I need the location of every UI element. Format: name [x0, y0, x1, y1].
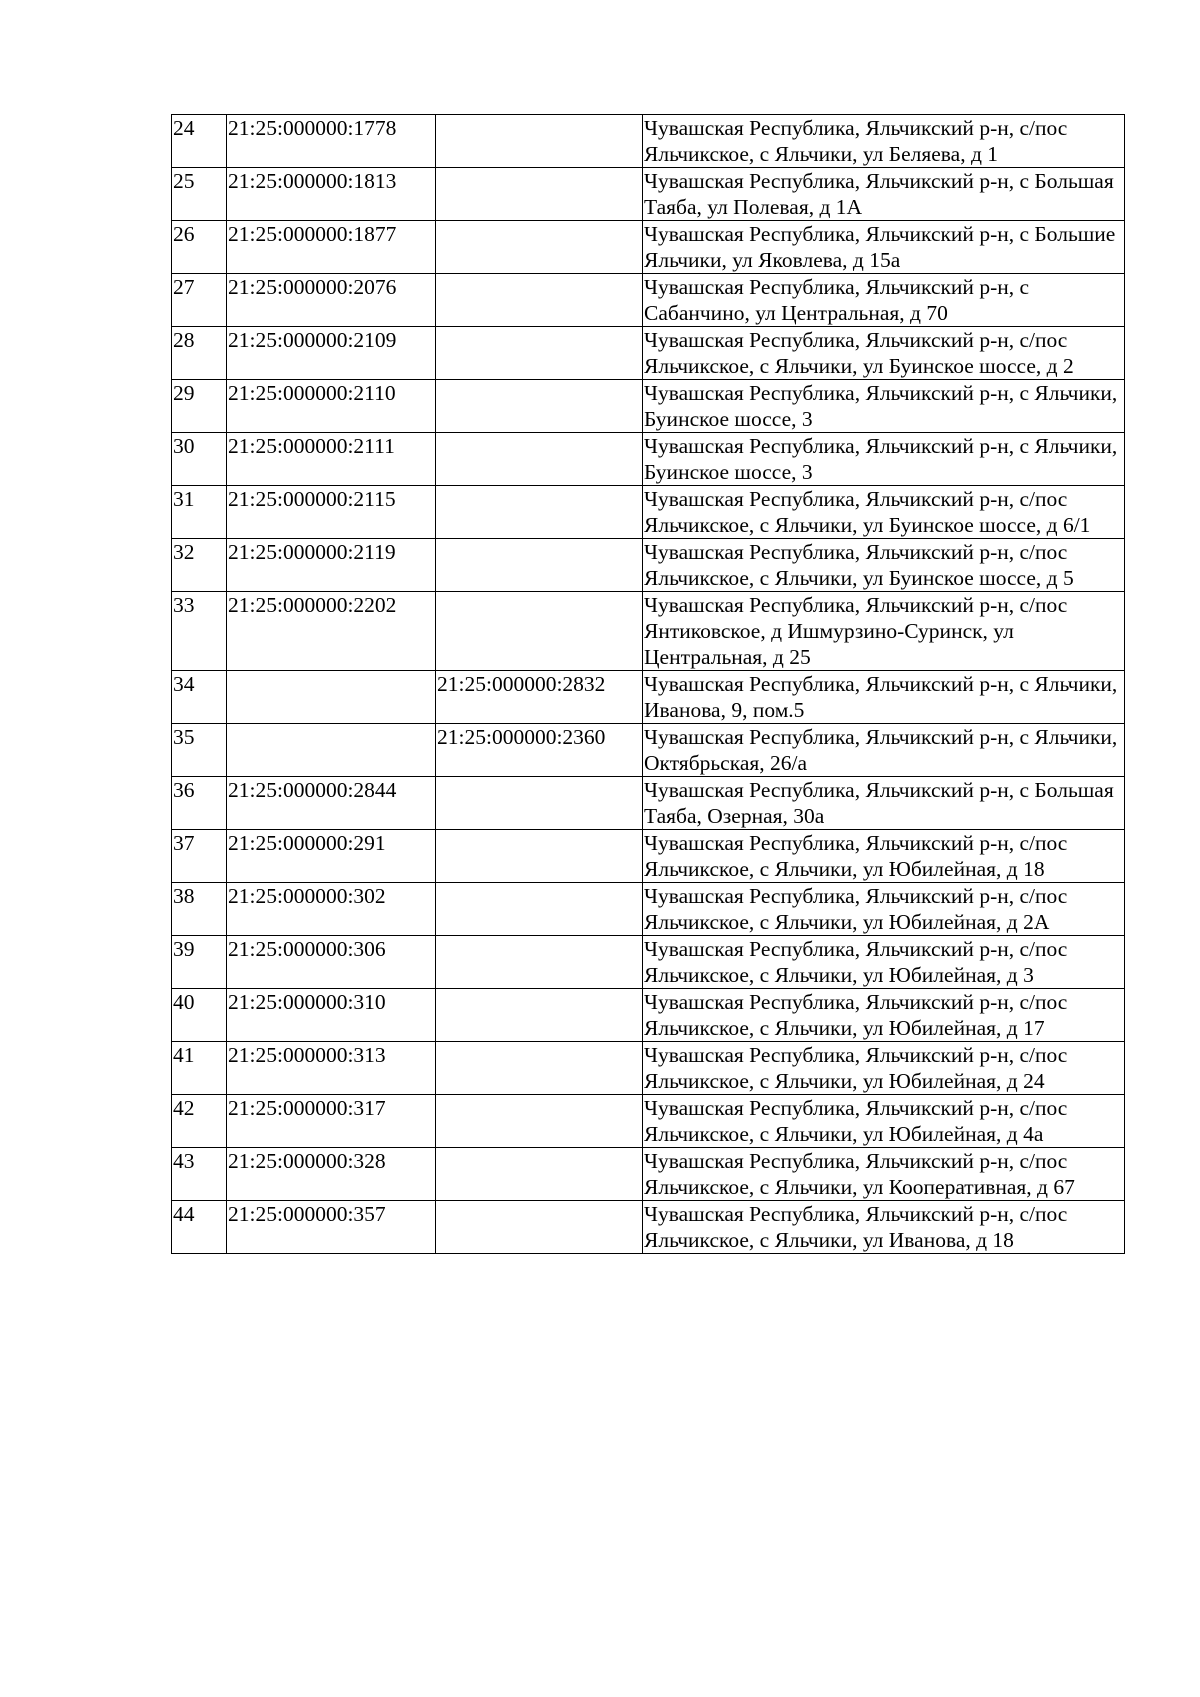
table-row — [172, 830, 1125, 883]
table-row — [172, 1201, 1125, 1254]
row-number-cell: 35 — [172, 724, 227, 777]
table-body — [172, 115, 1125, 1254]
address-cell: Чувашская Республика, Яльчикский р-н, с/пос Яльчикское, с Яльчики, ул Юбилейная, д 4а — [643, 1095, 1125, 1148]
address-cell: Чувашская Республика, Яльчикский р-н, с/пос Янтиковское, д Ишмурзино-Суринск, ул Центральная, д 25 — [643, 592, 1125, 671]
table-row — [172, 724, 1125, 777]
address-cell: Чувашская Республика, Яльчикский р-н, с Сабанчино, ул Центральная, д 70 — [643, 274, 1125, 327]
table-row — [172, 115, 1125, 168]
row-number-cell: 26 — [172, 221, 227, 274]
building-cadastral-number-cell — [436, 274, 643, 327]
row-number-cell: 28 — [172, 327, 227, 380]
cadastral-number-cell: 21:25:000000:357 — [227, 1201, 436, 1254]
table-row — [172, 1042, 1125, 1095]
row-number-cell: 42 — [172, 1095, 227, 1148]
row-number-cell: 43 — [172, 1148, 227, 1201]
address-cell: Чувашская Республика, Яльчикский р-н, с/пос Яльчикское, с Яльчики, ул Юбилейная, д 3 — [643, 936, 1125, 989]
row-number-cell: 40 — [172, 989, 227, 1042]
table-row — [172, 936, 1125, 989]
address-cell: Чувашская Республика, Яльчикский р-н, с/пос Яльчикское, с Яльчики, ул Буинское шоссе, д 5 — [643, 539, 1125, 592]
row-number-cell: 25 — [172, 168, 227, 221]
cadastral-number-cell: 21:25:000000:291 — [227, 830, 436, 883]
cadastral-number-cell: 21:25:000000:2115 — [227, 486, 436, 539]
table-row — [172, 433, 1125, 486]
row-number-cell: 31 — [172, 486, 227, 539]
building-cadastral-number-cell — [436, 221, 643, 274]
table-row — [172, 221, 1125, 274]
address-cell: Чувашская Республика, Яльчикский р-н, с/пос Яльчикское, с Яльчики, ул Юбилейная, д 24 — [643, 1042, 1125, 1095]
row-number-cell: 32 — [172, 539, 227, 592]
address-cell: Чувашская Республика, Яльчикский р-н, с/пос Яльчикское, с Яльчики, ул Иванова, д 18 — [643, 1201, 1125, 1254]
table-row — [172, 486, 1125, 539]
row-number-cell: 29 — [172, 380, 227, 433]
row-number-cell: 24 — [172, 115, 227, 168]
row-number-cell: 39 — [172, 936, 227, 989]
address-cell: Чувашская Республика, Яльчикский р-н, с/пос Яльчикское, с Яльчики, ул Юбилейная, д 18 — [643, 830, 1125, 883]
address-cell: Чувашская Республика, Яльчикский р-н, с Большая Таяба, Озерная, 30а — [643, 777, 1125, 830]
cadastral-number-cell: 21:25:000000:310 — [227, 989, 436, 1042]
row-number-cell: 27 — [172, 274, 227, 327]
cadastral-number-cell: 21:25:000000:2119 — [227, 539, 436, 592]
table-row — [172, 168, 1125, 221]
cadastral-number-cell: 21:25:000000:2109 — [227, 327, 436, 380]
cadastral-number-cell: 21:25:000000:2110 — [227, 380, 436, 433]
table-row — [172, 592, 1125, 671]
cadastral-number-cell: 21:25:000000:313 — [227, 1042, 436, 1095]
table-row — [172, 989, 1125, 1042]
building-cadastral-number-cell — [436, 777, 643, 830]
row-number-cell: 44 — [172, 1201, 227, 1254]
row-number-cell: 34 — [172, 671, 227, 724]
address-cell: Чувашская Республика, Яльчикский р-н, с Яльчики, Октябрьская, 26/а — [643, 724, 1125, 777]
building-cadastral-number-cell — [436, 168, 643, 221]
address-cell: Чувашская Республика, Яльчикский р-н, с Большая Таяба, ул Полевая, д 1А — [643, 168, 1125, 221]
address-cell: Чувашская Республика, Яльчикский р-н, с/пос Яльчикское, с Яльчики, ул Буинское шоссе, д 2 — [643, 327, 1125, 380]
address-cell: Чувашская Республика, Яльчикский р-н, с/пос Яльчикское, с Яльчики, ул Юбилейная, д 17 — [643, 989, 1125, 1042]
row-number-cell: 37 — [172, 830, 227, 883]
building-cadastral-number-cell — [436, 1095, 643, 1148]
address-cell: Чувашская Республика, Яльчикский р-н, с/пос Яльчикское, с Яльчики, ул Кооперативная, д 67 — [643, 1148, 1125, 1201]
property-table — [171, 114, 1125, 1254]
row-number-cell: 33 — [172, 592, 227, 671]
address-cell: Чувашская Республика, Яльчикский р-н, с Яльчики, Буинское шоссе, 3 — [643, 433, 1125, 486]
building-cadastral-number-cell — [436, 830, 643, 883]
table-row — [172, 539, 1125, 592]
address-cell: Чувашская Республика, Яльчикский р-н, с/пос Яльчикское, с Яльчики, ул Буинское шоссе, д 6/1 — [643, 486, 1125, 539]
cadastral-number-cell — [227, 724, 436, 777]
cadastral-number-cell: 21:25:000000:2844 — [227, 777, 436, 830]
cadastral-number-cell: 21:25:000000:1877 — [227, 221, 436, 274]
building-cadastral-number-cell — [436, 1148, 643, 1201]
building-cadastral-number-cell — [436, 883, 643, 936]
row-number-cell: 30 — [172, 433, 227, 486]
building-cadastral-number-cell — [436, 433, 643, 486]
address-cell: Чувашская Республика, Яльчикский р-н, с/пос Яльчикское, с Яльчики, ул Юбилейная, д 2А — [643, 883, 1125, 936]
cadastral-number-cell: 21:25:000000:317 — [227, 1095, 436, 1148]
address-cell: Чувашская Республика, Яльчикский р-н, с/пос Яльчикское, с Яльчики, ул Беляева, д 1 — [643, 115, 1125, 168]
building-cadastral-number-cell — [436, 486, 643, 539]
building-cadastral-number-cell — [436, 1042, 643, 1095]
cadastral-number-cell: 21:25:000000:2111 — [227, 433, 436, 486]
table-row — [172, 380, 1125, 433]
address-cell: Чувашская Республика, Яльчикский р-н, с Яльчики, Буинское шоссе, 3 — [643, 380, 1125, 433]
cadastral-number-cell: 21:25:000000:1778 — [227, 115, 436, 168]
table-row — [172, 1095, 1125, 1148]
table-row — [172, 327, 1125, 380]
table-row — [172, 274, 1125, 327]
building-cadastral-number-cell — [436, 936, 643, 989]
address-cell: Чувашская Республика, Яльчикский р-н, с Большие Яльчики, ул Яковлева, д 15а — [643, 221, 1125, 274]
table-row — [172, 671, 1125, 724]
address-cell: Чувашская Республика, Яльчикский р-н, с Яльчики, Иванова, 9, пом.5 — [643, 671, 1125, 724]
building-cadastral-number-cell: 21:25:000000:2360 — [436, 724, 643, 777]
building-cadastral-number-cell — [436, 115, 643, 168]
row-number-cell: 36 — [172, 777, 227, 830]
table-row — [172, 883, 1125, 936]
cadastral-number-cell: 21:25:000000:2202 — [227, 592, 436, 671]
row-number-cell: 41 — [172, 1042, 227, 1095]
row-number-cell: 38 — [172, 883, 227, 936]
cadastral-number-cell — [227, 671, 436, 724]
table-row — [172, 1148, 1125, 1201]
cadastral-number-cell: 21:25:000000:328 — [227, 1148, 436, 1201]
cadastral-number-cell: 21:25:000000:2076 — [227, 274, 436, 327]
building-cadastral-number-cell — [436, 327, 643, 380]
cadastral-number-cell: 21:25:000000:306 — [227, 936, 436, 989]
building-cadastral-number-cell — [436, 539, 643, 592]
building-cadastral-number-cell — [436, 1201, 643, 1254]
building-cadastral-number-cell — [436, 989, 643, 1042]
building-cadastral-number-cell: 21:25:000000:2832 — [436, 671, 643, 724]
building-cadastral-number-cell — [436, 592, 643, 671]
building-cadastral-number-cell — [436, 380, 643, 433]
cadastral-number-cell: 21:25:000000:302 — [227, 883, 436, 936]
cadastral-number-cell: 21:25:000000:1813 — [227, 168, 436, 221]
table-row — [172, 777, 1125, 830]
